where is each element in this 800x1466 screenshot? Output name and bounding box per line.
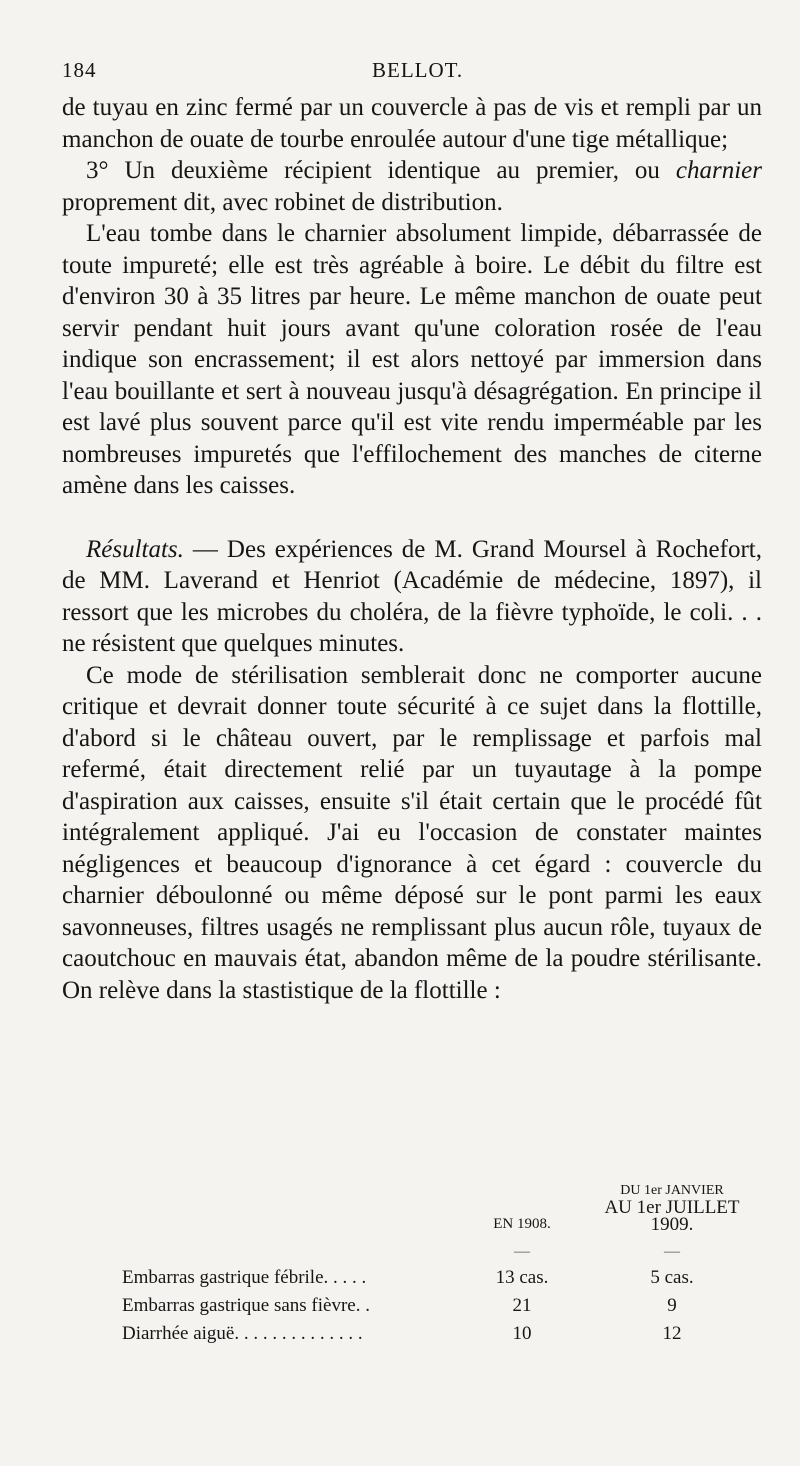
paragraph-5: Ce mode de stérilisation semblerait donc ne comporter aucune critique et devrait donner toute sécurité à ce sujet dans la flottille, d'abord si le château ouvert, par le remplissage et parfois mal refermé, était directement relié par un tuyautage à la pompe d'aspiration aux caisses, ensuite s'il était certain que le procédé fût intégralement appliqué. J'ai eu l'occasion de constater maintes négligences et beaucoup d'ignorance à cet égard : couvercle du charnier déboulonné ou même déposé sur le pont parmi les eaux savonneuses, filtres usagés ne remplissant plus aucun rôle, tuyaux de caoutchouc en mauvais état, abandon même de la poudre stérilisante. On relève dans la stastistique de la flottille :: [62, 661, 762, 1004]
table-header-row: [62, 1182, 762, 1233]
charnier-term: charnier: [675, 157, 762, 184]
paragraph-2-start: 3° Un deuxième récipient identique au premier, ou: [86, 157, 676, 184]
row-value-1909: 12: [662, 1323, 682, 1344]
header-1909: [582, 1182, 762, 1233]
paragraph-2-end: proprement dit, avec robinet de distribution.: [62, 188, 503, 216]
row-label: Embarras gastrique fébrile. . . . .: [122, 1267, 367, 1288]
paragraph-4-text: — Des expériences de M. Grand Moursel à Rochefort, de MM. Laverand et Henriot (Académie de médecine, 1897), il ressort que les microbes du choléra, de la fièvre typhoïde, le coli. . . ne résistent que quelques minutes.: [62, 535, 762, 657]
running-title: BELLOT.: [372, 58, 464, 82]
header-1908: EN 1908.: [493, 1216, 551, 1232]
dash-col2: —: [664, 1243, 680, 1260]
statistics-table: [62, 1182, 762, 1345]
resultats-heading: Résultats.: [86, 535, 184, 563]
table-row: [62, 1317, 762, 1345]
paragraph-3: L'eau tombe dans le charnier absolument limpide, débarrassée de toute impureté; elle est très agréable à boire. Le débit du filtre est d'environ 30 à 35 litres par heure. Le même manchon de ouate peut servir pendant huit jours avant qu'une coloration rosée de l'eau indique son encrassement; il est alors nettoyé par immersion dans l'eau bouillante et sert à nouveau jusqu'à désagrégation. En principe il est lavé plus souvent parce qu'il est vite rendu imperméable par les nombreuses impuretés que l'effilochement des manches de citerne amène dans les caisses.: [62, 220, 762, 499]
paragraph-1: de tuyau en zinc fermé par un couvercle à pas de vis et rempli par un manchon de ouate de tourbe enroulée autour d'une tige métallique;: [62, 94, 762, 153]
paragraph-2: [62, 155, 762, 218]
dash-col1: —: [514, 1243, 530, 1260]
table-row: [62, 1261, 762, 1289]
section-gap: [62, 502, 762, 534]
paragraph-4: [62, 534, 762, 660]
page: [62, 58, 762, 1006]
row-value-1908: 13 cas.: [495, 1267, 549, 1288]
running-head: [62, 58, 762, 92]
row-value-1909: 5 cas.: [650, 1267, 694, 1288]
page-number: 184: [62, 58, 97, 82]
row-value-1908: 10: [512, 1323, 532, 1344]
header-1909-line1: DU 1er JANVIER: [620, 1183, 724, 1198]
row-label: Diarrhée aiguë. . . . . . . . . . . . . .: [122, 1323, 363, 1344]
table-row: [62, 1289, 762, 1317]
table-dash-row: [62, 1233, 762, 1261]
row-value-1908: 21: [512, 1295, 532, 1316]
row-value-1909: 9: [667, 1295, 677, 1316]
row-label: Embarras gastrique sans fièvre. .: [122, 1295, 370, 1316]
header-1909-line2: AU 1er JUILLET 1909.: [604, 1197, 740, 1235]
